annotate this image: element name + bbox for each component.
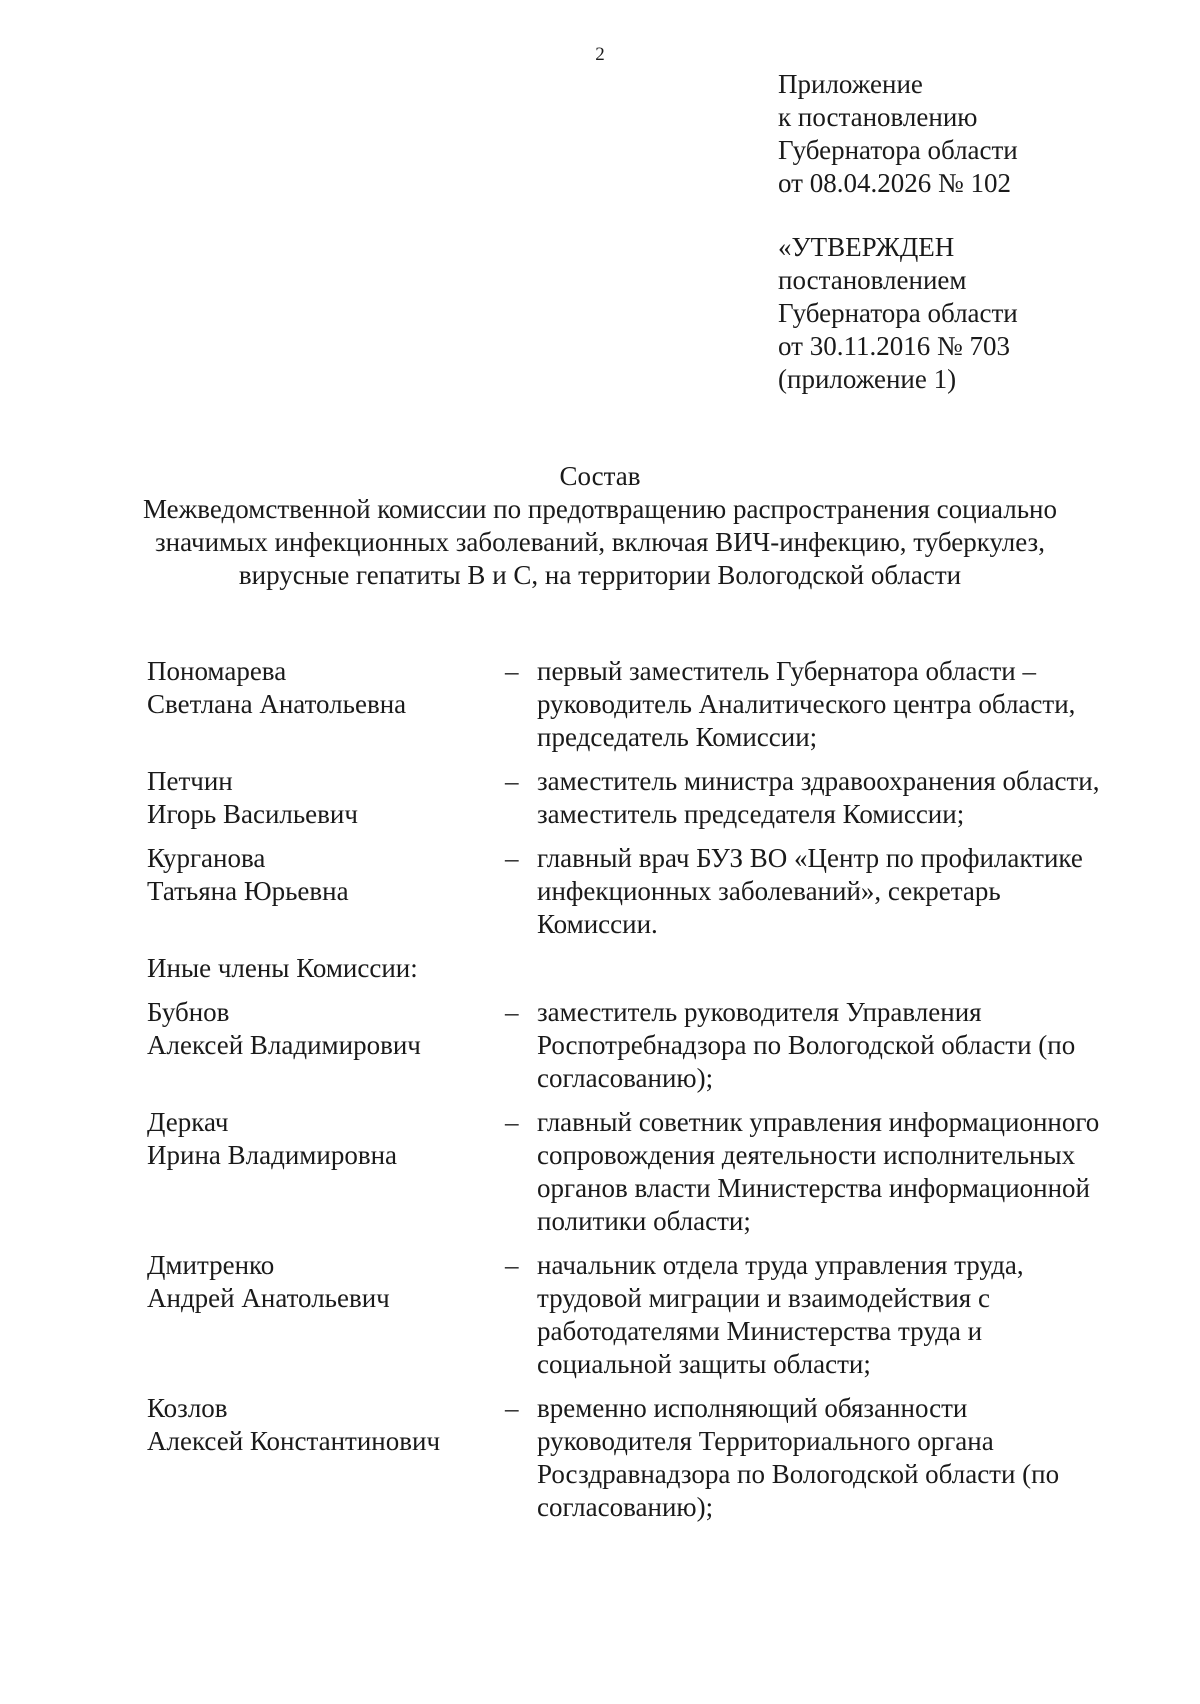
approved-note-line: Губернатора области: [778, 298, 1018, 328]
dash-separator: –: [505, 766, 519, 796]
dash-separator: –: [505, 1107, 519, 1137]
role-line: первый заместитель Губернатора области –: [537, 656, 1036, 686]
other-members-heading: Иные члены Комиссии:: [147, 953, 418, 983]
title-line: вирусные гепатиты В и С, на территории Вологодской области: [238, 560, 962, 590]
member-name: [147, 1106, 505, 1238]
dash-separator: –: [505, 843, 519, 873]
appendix-note: [778, 68, 1018, 200]
page-number: 2: [595, 44, 605, 65]
member-entry: [147, 1392, 1147, 1524]
title-line: Межведомственной комиссии по предотвращению распространения социально: [143, 494, 1057, 524]
approved-note: [778, 231, 1018, 396]
member-entry: [147, 655, 1147, 754]
approved-note-line: (приложение 1): [778, 364, 957, 394]
role-line: политики области;: [537, 1206, 751, 1236]
role-line: руководителя Территориального органа: [537, 1426, 994, 1456]
member-surname: Деркач: [147, 1107, 229, 1137]
member-role: [537, 996, 1147, 1095]
appendix-note-line: к постановлению: [778, 102, 978, 132]
role-line: органов власти Министерства информационной: [537, 1173, 1090, 1203]
member-entry: [147, 765, 1147, 831]
member-surname: Дмитренко: [147, 1250, 275, 1280]
role-line: заместитель министра здравоохранения области,: [537, 766, 1100, 796]
member-name: [147, 765, 505, 831]
role-line: Роспотребнадзора по Вологодской области (по: [537, 1030, 1076, 1060]
role-line: временно исполняющий обязанности: [537, 1393, 968, 1423]
member-name: [147, 996, 505, 1095]
approved-note-line: постановлением: [778, 265, 967, 295]
role-line: руководитель Аналитического центра области,: [537, 689, 1076, 719]
member-entry: [147, 996, 1147, 1095]
member-entry: [147, 1106, 1147, 1238]
dash-separator: –: [505, 997, 519, 1027]
member-surname: Пономарева: [147, 656, 287, 686]
role-line: Комиссии.: [537, 909, 658, 939]
member-given-name: Татьяна Юрьевна: [147, 876, 349, 906]
title-line: значимых инфекционных заболеваний, включая ВИЧ-инфекцию, туберкулез,: [155, 527, 1045, 557]
member-given-name: Алексей Владимирович: [147, 1030, 421, 1060]
member-given-name: Светлана Анатольевна: [147, 689, 407, 719]
member-name: [147, 1249, 505, 1381]
member-surname: Козлов: [147, 1393, 228, 1423]
role-line: заместитель руководителя Управления: [537, 997, 982, 1027]
member-name: [147, 842, 505, 941]
commission-members: [147, 655, 1147, 1535]
role-line: согласованию);: [537, 1063, 714, 1093]
member-given-name: Андрей Анатольевич: [147, 1283, 390, 1313]
member-role: [537, 1392, 1147, 1524]
appendix-note-line: от 08.04.2026 № 102: [778, 168, 1011, 198]
member-given-name: Ирина Владимировна: [147, 1140, 398, 1170]
member-role: [537, 842, 1147, 941]
role-line: социальной защиты области;: [537, 1349, 871, 1379]
approved-note-line: от 30.11.2016 № 703: [778, 331, 1010, 361]
member-given-name: Игорь Васильевич: [147, 799, 358, 829]
member-entry: [147, 842, 1147, 941]
appendix-note-line: Приложение: [778, 69, 923, 99]
role-line: главный врач БУЗ ВО «Центр по профилактике: [537, 843, 1083, 873]
dash-separator: –: [505, 1250, 519, 1280]
member-name: [147, 1392, 505, 1524]
document-title: [100, 460, 1100, 592]
member-surname: Петчин: [147, 766, 233, 796]
role-line: сопровождения деятельности исполнительных: [537, 1140, 1076, 1170]
member-surname: Бубнов: [147, 997, 230, 1027]
role-line: Росздравнадзора по Вологодской области (по: [537, 1459, 1060, 1489]
member-role: [537, 1249, 1147, 1381]
role-line: председатель Комиссии;: [537, 722, 818, 752]
member-entry: [147, 1249, 1147, 1381]
dash-separator: –: [505, 1393, 519, 1423]
appendix-note-line: Губернатора области: [778, 135, 1018, 165]
role-line: заместитель председателя Комиссии;: [537, 799, 965, 829]
role-line: начальник отдела труда управления труда,: [537, 1250, 1024, 1280]
role-line: согласованию);: [537, 1492, 714, 1522]
member-role: [537, 655, 1147, 754]
role-line: работодателями Министерства труда и: [537, 1316, 983, 1346]
role-line: трудовой миграции и взаимодействия с: [537, 1283, 990, 1313]
role-line: инфекционных заболеваний», секретарь: [537, 876, 1001, 906]
approved-note-line: «УТВЕРЖДЕН: [778, 232, 955, 262]
role-line: главный советник управления информационного: [537, 1107, 1100, 1137]
member-surname: Курганова: [147, 843, 266, 873]
member-role: [537, 1106, 1147, 1238]
title-line: Состав: [559, 461, 641, 491]
dash-separator: –: [505, 656, 519, 686]
member-given-name: Алексей Константинович: [147, 1426, 441, 1456]
member-role: [537, 765, 1147, 831]
member-name: [147, 655, 505, 754]
